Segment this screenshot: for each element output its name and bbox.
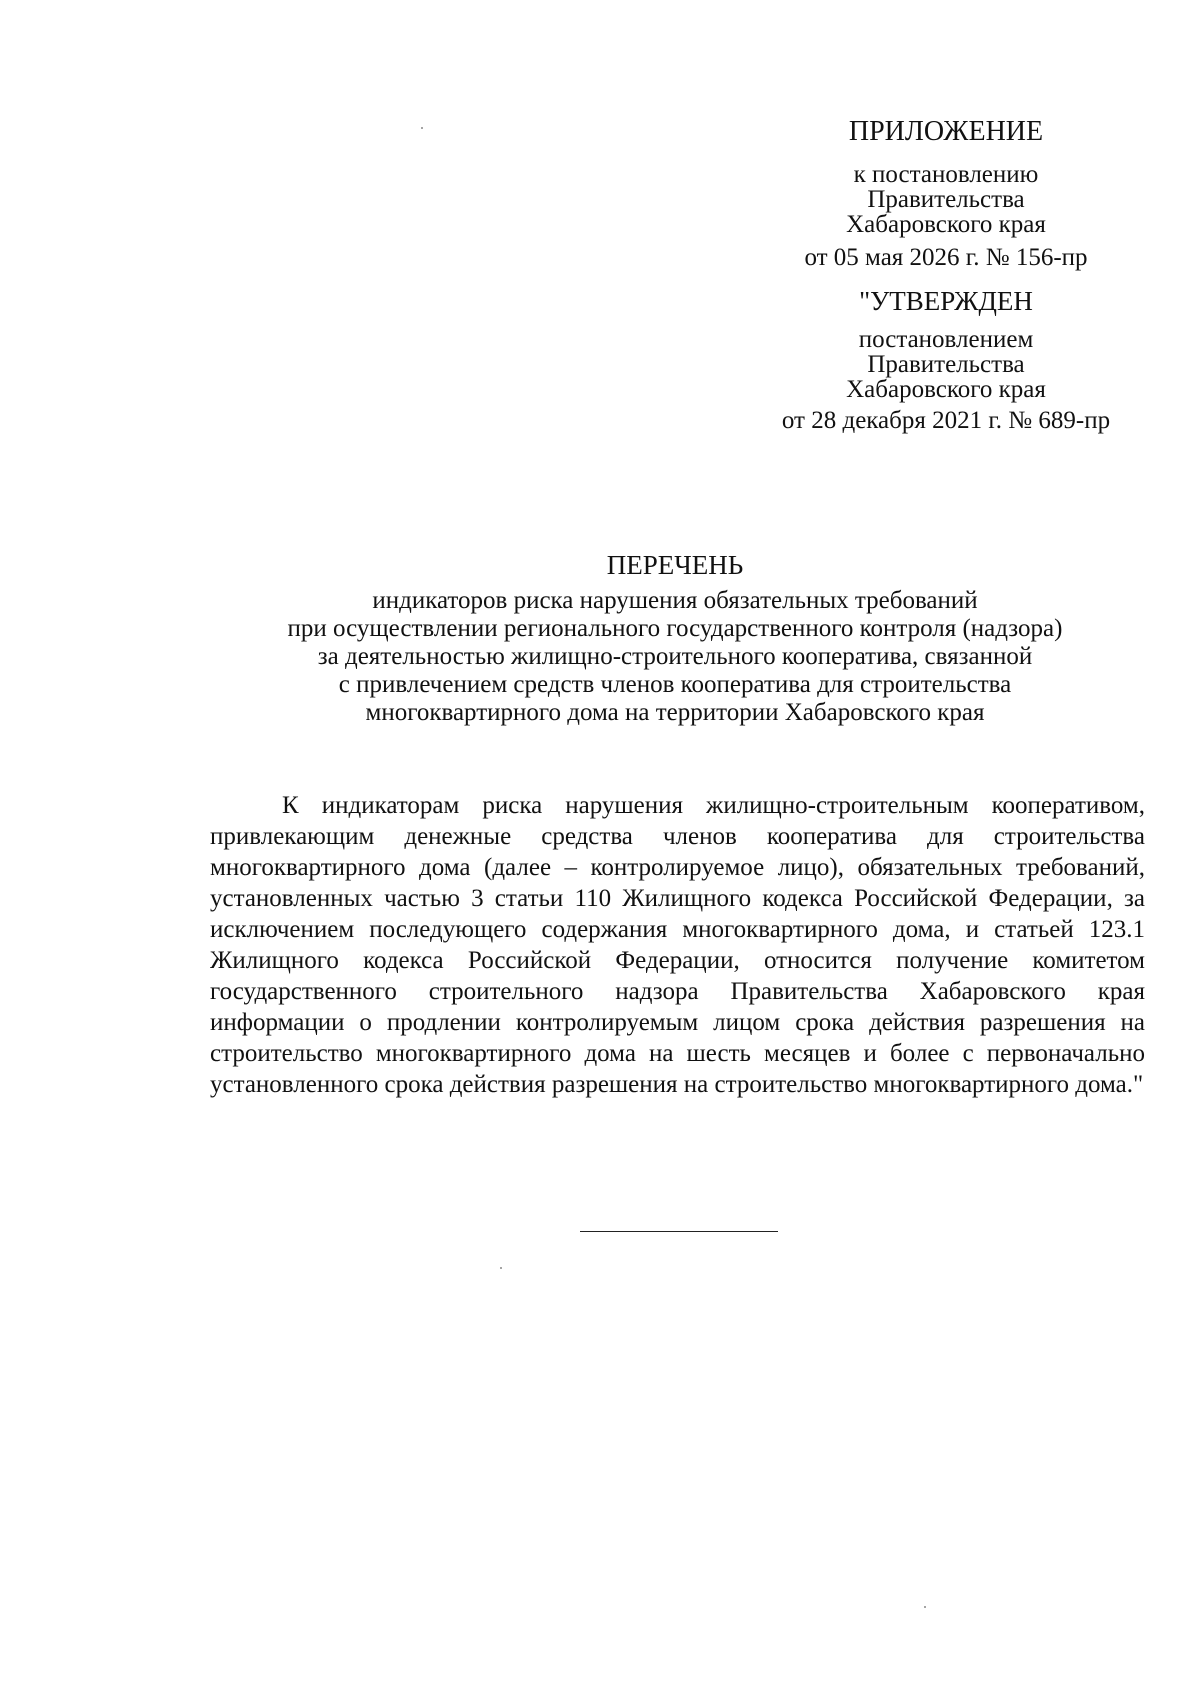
- document-title: ПЕРЕЧЕНЬ: [606, 550, 744, 580]
- scan-speck: [500, 1267, 502, 1269]
- appendix-line: к постановлению: [853, 161, 1039, 188]
- appendix-date: от 05 мая 2026 г. № 156-пр: [804, 244, 1088, 271]
- document-title-block: [200, 548, 1150, 727]
- approval-line: Хабаровского края: [846, 376, 1046, 403]
- subtitle-line: индикаторов риска нарушения обязательных требований: [372, 587, 978, 614]
- subtitle-line: с привлечением средств членов кооператива для строительства: [338, 671, 1012, 698]
- appendix-line: Хабаровского края: [846, 211, 1046, 238]
- approval-block: [756, 283, 1136, 436]
- approval-date: от 28 декабря 2021 г. № 689-пр: [781, 407, 1111, 434]
- approval-heading: "УТВЕРЖДЕН: [859, 286, 1033, 316]
- scan-speck: [421, 127, 423, 129]
- subtitle-line: за деятельностью жилищно-строительного кооператива, связанной: [317, 643, 1033, 670]
- appendix-heading: ПРИЛОЖЕНИЕ: [848, 116, 1044, 147]
- approval-line: постановлением: [858, 326, 1034, 353]
- approval-line: Правительства: [867, 351, 1025, 378]
- subtitle-line: при осуществлении регионального государственного контроля (надзора): [287, 615, 1063, 642]
- appendix-block: [756, 114, 1136, 273]
- subtitle-line: многоквартирного дома на территории Хабаровского края: [365, 699, 985, 726]
- scan-speck: [924, 1606, 926, 1608]
- appendix-line: Правительства: [867, 186, 1025, 213]
- body-paragraph: К индикаторам риска нарушения жилищно-строительным кооперативом, привлекающим денежные средства членов кооператива для строительства многоквартирного дома (далее – контролируемое лицо), обязательных требований, установленных частью 3 статьи 110 Жилищного кодекса Российской Федерации, за исключением последующего содержания многоквартирного дома, и статьей 123.1 Жилищного кодекса Российской Федерации, относится получение комитетом государственного строительного надзора Правительства Хабаровского края информации о продлении контролируемым лицом срока действия разрешения на строительство многоквартирного дома на шесть месяцев и более с первоначально установленного срока действия разрешения на строительство многоквартирного дома.": [210, 792, 1145, 1098]
- closing-separator-line: [580, 1231, 778, 1232]
